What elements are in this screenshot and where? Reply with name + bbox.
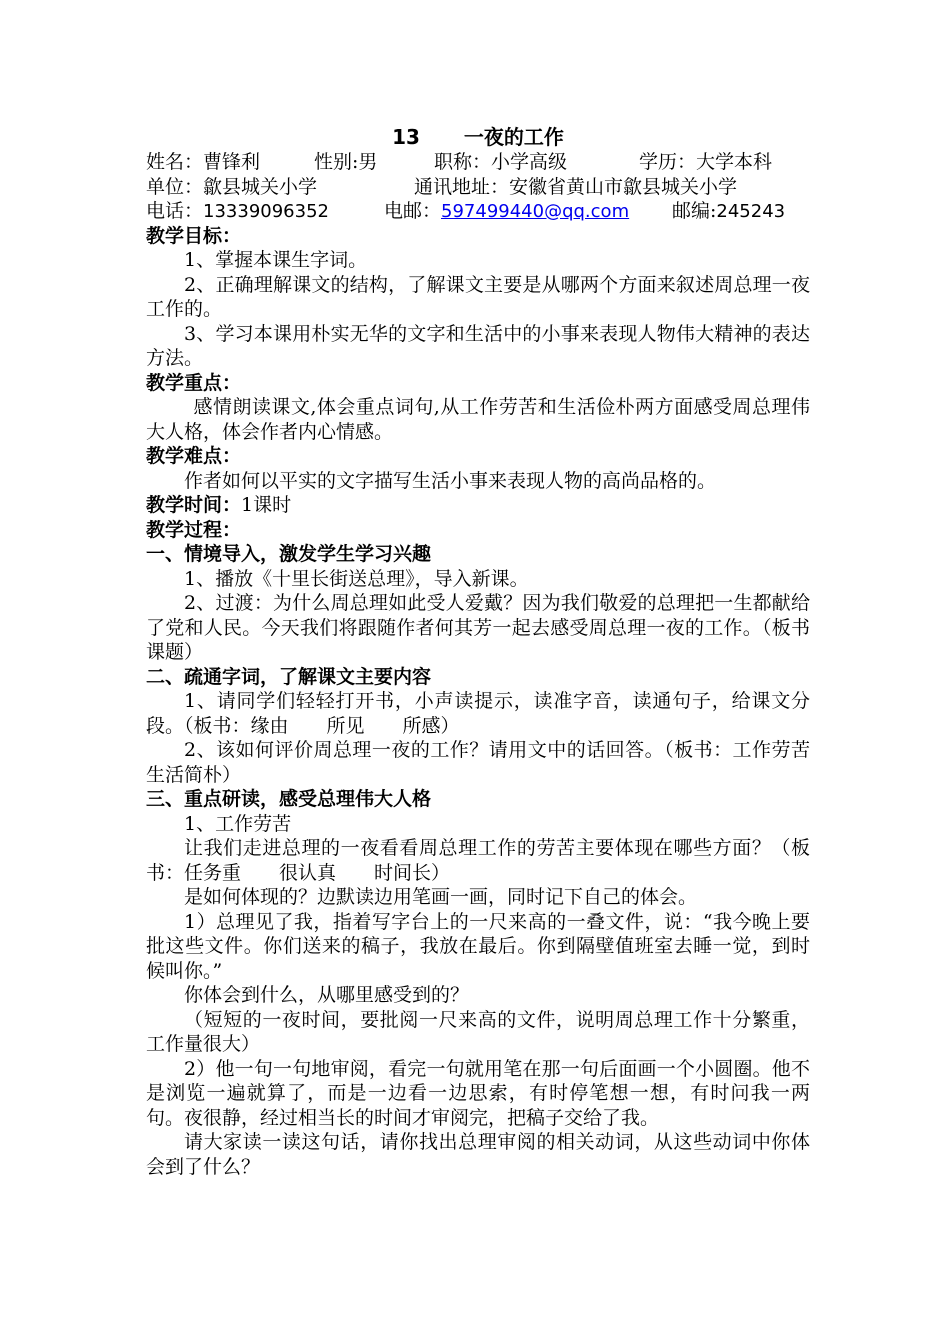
teacher-education: 学历：大学本科 <box>639 151 773 173</box>
zip-field <box>672 199 785 224</box>
part3-question-2: 请大家读一读这句话，请你找出总理审阅的相关动词，从这些动词中你体会到了什么？ <box>146 1131 810 1178</box>
part3-text-1: 让我们走进总理的一夜看看周总理工作的劳苦主要体现在哪些方面？（板书：任务重 很认真 时间长） <box>146 837 810 884</box>
info-line-3 <box>146 199 810 224</box>
info-line-2 <box>146 175 810 200</box>
goal-item-3: 3、学习本课用朴实无华的文字和生活中的小事来表现人物伟大精神的表达方法。 <box>146 322 810 369</box>
part3-subheading: 1、工作劳苦 <box>184 812 292 835</box>
part3-answer-1: （短短的一夜时间，要批阅一尺来高的文件，说明周总理工作十分繁重，工作量很大） <box>146 1008 810 1055</box>
part2-item-2: 2、该如何评价周总理一夜的工作？请用文中的话回答。（板书：工作劳苦 生活简朴） <box>146 739 849 786</box>
goal-item-1: 1、掌握本课生字词。 <box>184 249 368 271</box>
part3-text-2: 是如何体现的？边默读边用笔画一画，同时记下自己的体会。 <box>184 886 698 908</box>
part3-quote-1: 1）总理见了我，指着写字台上的一尺来高的一叠文件，说：“我今晚上要批这些文件。你们送来的稿子，我放在最后。你到隔壁值班室去睡一觉，到时候叫你。” <box>146 910 810 982</box>
teacher-address: 通讯地址：安徽省黄山市歙县城关小学 <box>414 175 738 198</box>
process-heading: 教学过程： <box>146 518 242 541</box>
part2-item-1: 1、请同学们轻轻打开书，小声读提示，读准字音，读通句子，给课文分段。（板书：缘由 所见 所感） <box>146 690 810 737</box>
goal-item-2: 2、正确理解课文的结构，了解课文主要是从哪两个方面来叙述周总理一夜工作的。 <box>146 273 810 320</box>
lesson-number: 13 <box>392 125 420 149</box>
email-field <box>384 199 672 224</box>
difficulty-heading: 教学难点： <box>146 445 242 467</box>
zip-label: 邮编: <box>672 200 717 222</box>
time-value: 1课时 <box>241 494 292 516</box>
lesson-title <box>146 124 810 150</box>
time-heading: 教学时间： <box>146 494 242 516</box>
time-line <box>146 493 810 518</box>
part3-quote-2: 2）他一句一句地审阅，看完一句就用笔在那一句后面画一个小圆圈。他不是浏览一遍就算了，而是一边看一边思索，有时停笔想一想，有时问我一两句。夜很静，经过相当长的时间才审阅完，把稿子交给了我。 <box>146 1057 810 1129</box>
email-link[interactable]: 597499440@qq.com <box>441 201 630 222</box>
difficulty-text: 作者如何以平实的文字描写生活小事来表现人物的高尚品格的。 <box>184 469 717 492</box>
part1-item-2: 2、过渡：为什么周总理如此受人爱戴？因为我们敬爱的总理把一生都献给了党和人民。今天我们将跟随作者何其芳一起去感受周总理一夜的工作。（板书课题） <box>146 592 810 663</box>
part1-heading: 一、情境导入，激发学生学习兴趣 <box>146 543 432 565</box>
phone-field <box>146 199 384 224</box>
part2-heading: 二、疏通字词，了解课文主要内容 <box>146 665 432 688</box>
focus-heading: 教学重点： <box>146 371 242 394</box>
goals-heading: 教学目标： <box>146 224 242 247</box>
phone-number: 13339096352 <box>203 201 329 222</box>
email-label: 电邮： <box>384 200 442 222</box>
phone-label: 电话： <box>146 200 204 222</box>
part1-item-1: 1、播放《十里长街送总理》，导入新课。 <box>184 567 529 590</box>
teacher-name: 姓名：曹锋利 <box>146 151 261 173</box>
teacher-unit: 单位：歙县城关小学 <box>146 175 318 198</box>
part3-heading: 三、重点研读，感受总理伟大人格 <box>146 788 432 810</box>
zip-code: 245243 <box>716 201 786 222</box>
part3-question-1: 你体会到什么，从哪里感受到的？ <box>184 984 470 1006</box>
lesson-title-text: 一夜的工作 <box>463 125 564 149</box>
teacher-gender: 性别:男 <box>314 151 378 173</box>
teacher-rank: 职称：小学高级 <box>434 151 568 173</box>
info-line-1 <box>146 150 810 175</box>
focus-text: 感情朗读课文,体会重点词句,从工作劳苦和生活俭朴两方面感受周总理伟大人格，体会作者内心情感。 <box>146 396 810 443</box>
document-page <box>146 124 849 1179</box>
